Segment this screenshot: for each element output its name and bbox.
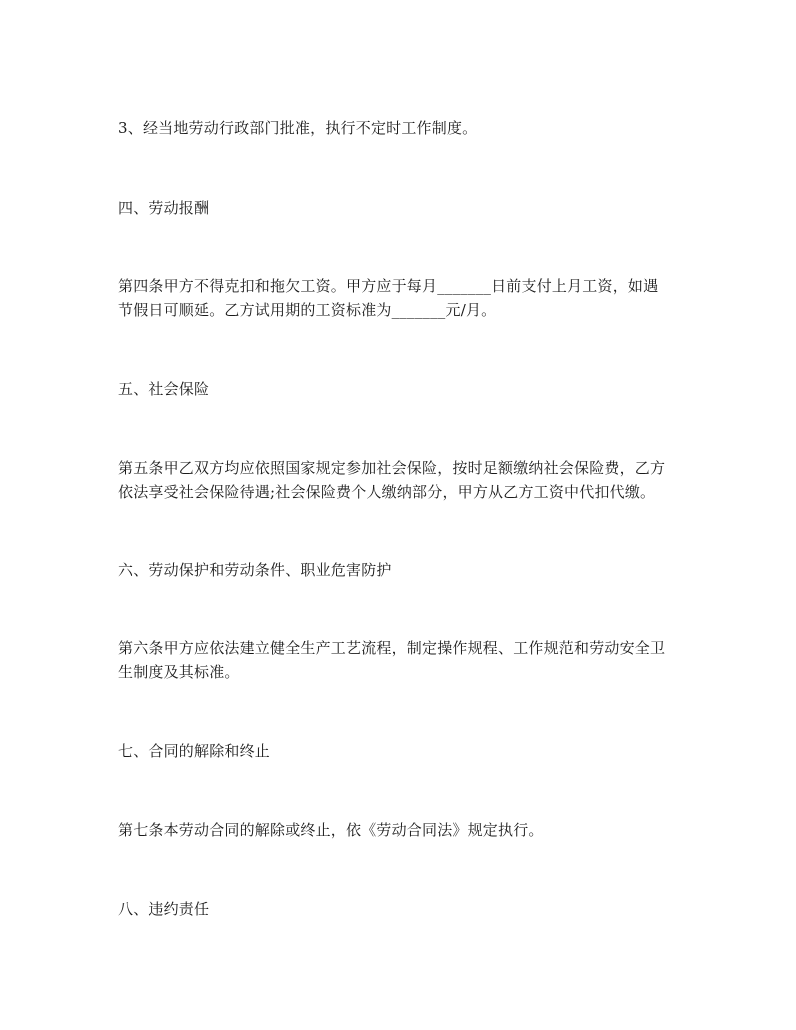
section-4-heading: 四、劳动报酬: [118, 199, 210, 217]
section-6-heading: 六、劳动保护和劳动条件、职业危害防护: [118, 561, 392, 579]
article-5-line-1: 第五条甲乙双方均应依照国家规定参加社会保险，按时足额缴纳社会保险费，乙方: [118, 459, 666, 477]
section-7-heading: 七、合同的解除和终止: [118, 742, 271, 760]
article-5-line-2: 依法享受社会保险待遇;社会保险费个人缴纳部分，甲方从乙方工资中代扣代缴。: [118, 483, 656, 501]
article-6-line-1: 第六条甲方应依法建立健全生产工艺流程，制定操作规程、工作规范和劳动安全卫: [118, 639, 666, 657]
clause-3-item-3: 3、经当地劳动行政部门批准，执行不定时工作制度。: [118, 119, 478, 137]
article-4-line-2: 节假日可顺延。乙方试用期的工资标准为_______元/月。: [118, 301, 497, 319]
article-7-line-1: 第七条本劳动合同的解除或终止，依《劳动合同法》规定执行。: [118, 821, 544, 839]
section-5-heading: 五、社会保险: [118, 380, 210, 398]
section-8-heading: 八、违约责任: [118, 900, 210, 918]
article-6-line-2: 生制度及其标准。: [118, 663, 240, 681]
article-4-line-1: 第四条甲方不得克扣和拖欠工资。甲方应于每月_______日前支付上月工资，如遇: [118, 277, 659, 295]
